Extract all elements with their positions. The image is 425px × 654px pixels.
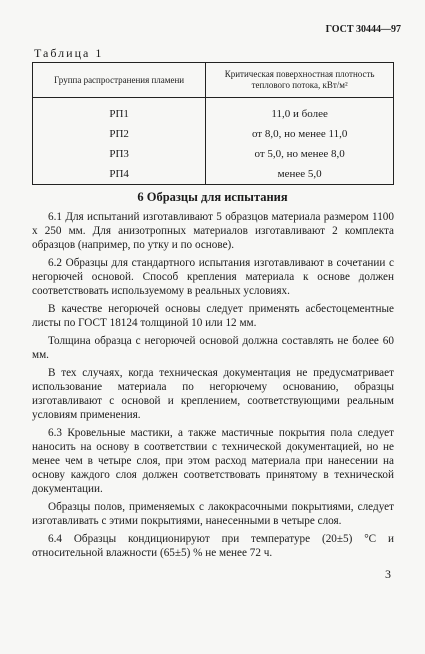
document-header: ГОСТ 30444—97: [325, 24, 401, 35]
table-row: [33, 124, 394, 144]
table-header-row: [33, 63, 394, 98]
column-header-group: Группа распространения пламени: [33, 63, 206, 98]
paragraph: 6.2 Образцы для стандартного испытания изготавливают в сочетании с негорючей основой. Способ крепления материала к основе должен соответствовать используемому в реальных условиях.: [32, 257, 394, 297]
flame-spread-table: [32, 62, 394, 185]
paragraph: 6.1 Для испытаний изготавливают 5 образцов материала размером 1100 x 250 мм. Для анизотропных материалов изготавливают 2 комплекта образцов (например, по утку и по основе).: [32, 211, 394, 251]
cell-value: от 8,0, но менее 11,0: [206, 124, 394, 144]
table-title: Таблица 1: [34, 46, 104, 60]
table-row: [33, 144, 394, 164]
cell-value: менее 5,0: [206, 164, 394, 185]
cell-value: от 5,0, но менее 8,0: [206, 144, 394, 164]
paragraph: 6.3 Кровельные мастики, а также мастичные покрытия пола следует наносить на основу в соответствии с технической документацией, но не менее чем в четыре слоя, при этом расход материала при нанесении на основу каждого слоя должен соответствовать принятому в технической документации.: [32, 427, 394, 495]
section-body: [32, 210, 394, 564]
table-row: [33, 164, 394, 185]
paragraph: Образцы полов, применяемых с лакокрасочными покрытиями, следует изготавливать с этими покрытиями, нанесенными в четыре слоя.: [32, 501, 394, 527]
cell-group: РП1: [33, 98, 206, 125]
paragraph: Толщина образца с негорючей основой должна составлять не более 60 мм.: [32, 335, 394, 361]
cell-group: РП2: [33, 124, 206, 144]
table-row: [33, 98, 394, 125]
cell-value: 11,0 и более: [206, 98, 394, 125]
cell-group: РП4: [33, 164, 206, 185]
paragraph: В качестве негорючей основы следует применять асбестоцементные листы по ГОСТ 18124 толщиной 10 или 12 мм.: [32, 303, 394, 329]
paragraph: 6.4 Образцы кондиционируют при температуре (20±5) °С и относительной влажности (65±5) % не менее 72 ч.: [32, 533, 394, 559]
cell-group: РП3: [33, 144, 206, 164]
paragraph: В тех случаях, когда техническая документация не предусматривает использование материала по негорючему основанию, образцы изготавливают с основой и креплением, соответствующими реальным условиям применения.: [32, 367, 394, 421]
page-number: 3: [385, 567, 391, 581]
column-header-flux: Критическая поверхностная плотность теплового потока, кВт/м²: [206, 63, 394, 98]
section-heading: 6 Образцы для испытания: [137, 190, 288, 204]
